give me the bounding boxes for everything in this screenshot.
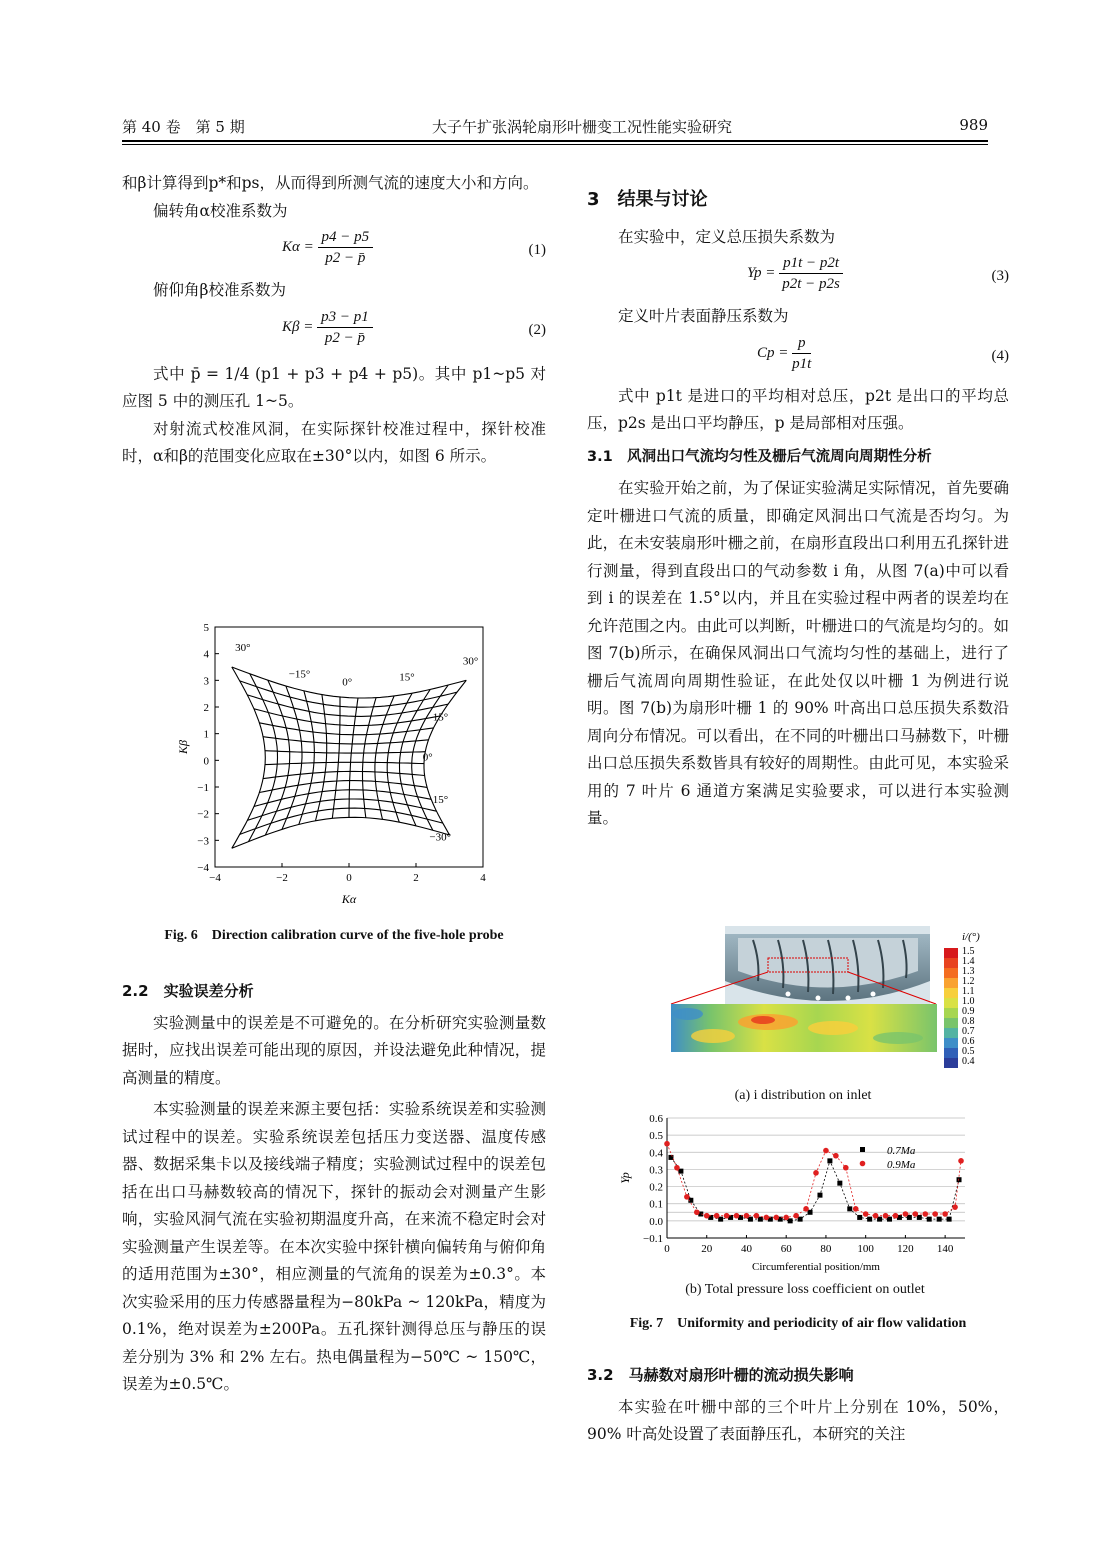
colorbar-tick-label: 1.4	[962, 956, 975, 967]
colorbar-tick-label: 1.0	[962, 996, 975, 1007]
chart-series	[664, 1141, 964, 1223]
data-point	[837, 1181, 842, 1186]
angle-annotation: 15°	[432, 794, 449, 806]
eq-lhs: Yp =	[747, 264, 776, 281]
data-point	[817, 1193, 822, 1198]
data-point	[952, 1204, 958, 1210]
data-point	[927, 1217, 932, 1222]
colorbar-tick-label: 0.4	[962, 1056, 975, 1067]
data-point	[867, 1217, 872, 1222]
x-tick-label: 140	[936, 1243, 954, 1255]
angle-annotation: 15°	[399, 671, 415, 684]
data-point	[957, 1177, 962, 1182]
x-tick-label: 0	[346, 872, 352, 884]
eq-lhs: Cp =	[757, 344, 789, 361]
denominator: p2 − p̄	[325, 250, 366, 266]
y-tick-label: 2	[203, 702, 209, 714]
equation-number: (3)	[991, 268, 1009, 284]
colorbar-tick-label: 0.8	[962, 1016, 975, 1027]
paragraph: 在实验中，定义总压损失系数为	[618, 227, 836, 246]
contour-field	[671, 1004, 937, 1052]
y-tick-label: 0.6	[649, 1113, 663, 1125]
legend-label: 0.7Ma	[887, 1145, 916, 1157]
paragraph: 式中 p̄ = 1/4 (p1 + p3 + p4 + p5)。其中 p1~p5 对应图 5 中的测压孔 1~5。	[122, 364, 546, 410]
data-point	[744, 1213, 750, 1219]
legend-marker	[860, 1161, 866, 1167]
equation-number: (2)	[528, 321, 546, 338]
colorbar	[944, 946, 975, 1068]
data-point	[668, 1155, 673, 1160]
x-tick-label: −2	[276, 872, 288, 884]
data-point	[863, 1211, 869, 1217]
data-point	[714, 1213, 720, 1219]
data-point	[937, 1217, 942, 1222]
equation-number: (4)	[991, 347, 1009, 364]
paragraph: 对射流式校准风洞，在实际探针校准过程中，探针校准时，α和β的范围变化应取在±30°以内，如图 6 所示。	[122, 419, 546, 465]
paragraph: 和β计算得到p*和ps，从而得到所测气流的速度大小和方向。	[122, 174, 539, 192]
colorbar-swatch	[944, 958, 958, 968]
data-point	[773, 1215, 779, 1221]
data-point	[684, 1194, 690, 1200]
paragraph: 俯仰角β校准系数为	[153, 281, 286, 299]
chart-legend	[860, 1145, 916, 1171]
colorbar-tick-label: 1.5	[962, 946, 975, 957]
data-point	[694, 1209, 700, 1215]
y-tick-label: 0.0	[649, 1215, 663, 1228]
header-rule	[122, 140, 988, 142]
x-tick-label: 0	[664, 1243, 670, 1255]
colorbar-tick-label: 1.1	[962, 986, 975, 997]
data-point	[913, 1211, 919, 1217]
data-point	[857, 1215, 862, 1220]
angle-annotation: 30°	[235, 642, 251, 654]
equation-3	[587, 251, 1009, 303]
x-tick-label: −4	[209, 872, 221, 884]
data-point	[754, 1213, 760, 1219]
fig6-caption: Fig. 6 Direction calibration curve of the five-hole probe	[164, 928, 504, 943]
legend-marker	[860, 1147, 865, 1152]
section-heading: 3.2 马赫数对扇形叶栅的流动损失影响	[587, 1366, 854, 1384]
paragraph: 实验测量中的误差是不可避免的。在分析研究实验测量数据时，应找出误差可能出现的原因，并设法避免此种情况，提高测量的精度。	[122, 1013, 546, 1087]
fraction	[779, 253, 843, 294]
right-column-lower	[587, 1356, 1009, 1449]
x-axis-label: Kα	[341, 892, 357, 906]
numerator: p4 − p5	[318, 227, 374, 248]
paragraph: 式中 p1t 是进口的平均相对总压，p2t 是出口的平均总压，p2s 是出口平均静压，p 是局部相对压强。	[587, 386, 1009, 432]
header-rule-thin	[122, 144, 988, 145]
data-point	[922, 1211, 928, 1217]
fig7a-caption: (a) i distribution on inlet	[734, 1088, 872, 1103]
data-point	[847, 1206, 852, 1211]
y-tick-label: 0.5	[649, 1130, 663, 1143]
colorbar-swatch	[944, 968, 958, 978]
legend-label: 0.9Ma	[887, 1159, 916, 1171]
x-tick-label: 4	[480, 872, 486, 884]
x-axis-label: Circumferential position/mm	[751, 1261, 881, 1273]
fig7b-caption: (b) Total pressure loss coefficient on outlet	[685, 1282, 925, 1297]
x-tick-label: 80	[820, 1243, 832, 1255]
y-tick-label: 0.1	[649, 1198, 663, 1211]
fig7a-inlet-distribution	[668, 926, 988, 1091]
angle-annotation: −15°	[288, 668, 311, 681]
journal-issue: 第 40 卷 第 5 期	[122, 118, 245, 136]
colorbar-swatch	[944, 978, 958, 988]
fig6-calibration-plot	[165, 615, 505, 910]
colorbar-swatch	[944, 988, 958, 998]
section-heading: 3 结果与讨论	[587, 189, 708, 210]
fraction	[317, 307, 373, 348]
paragraph: 定义叶片表面静压系数为	[618, 307, 789, 325]
angle-annotation: 15°	[432, 711, 449, 724]
data-point	[958, 1158, 964, 1164]
y-tick-label: −1	[197, 782, 209, 794]
data-point	[893, 1213, 899, 1219]
fraction	[792, 333, 811, 374]
data-point	[843, 1165, 849, 1171]
fraction	[318, 227, 374, 268]
chart-axes	[618, 1113, 965, 1273]
paragraph: 本实验在叶栅中部的三个叶片上分别在 10%，50%，90% 叶高处设置了表面静压孔，本研究的关注	[587, 1397, 1009, 1443]
y-tick-label: 3	[203, 675, 209, 688]
paragraph: 在实验开始之前，为了保证实验满足实际情况，首先要确定叶栅进口气流的质量，即确定风洞出口气流是否均匀。为此，在未安装扇形叶栅之前，在扇形直段出口利用五孔探针进行测量，得到直段出口的气动参数 i 角，从图 7(a)中可以看到 i 的误差在 1.5°以内，并且在实验过程中两者的误差均在允许范围之内。由此可以判断，叶栅进口的气流是均匀的。如图 7(b)所示，在确保风洞出口气流均匀性的基础上，进行了栅后气流周向周期性验证，在此处仅以叶栅 1 为例进行说明。图 7(b)为扇形叶栅 1 的 90% 叶高出口总压损失系数沿周向分布情况。可以看出，在不同的叶栅出口马赫数下，叶栅出口总压损失系数皆具有较好的周期性。由此可见，本实验采用的 7 叶片 6 通道方案满足实验要求，可以进行本实验测量。	[587, 479, 1009, 827]
grid-line-beta	[232, 817, 450, 848]
x-tick-label: 120	[897, 1243, 914, 1255]
angle-annotation: −30°	[429, 831, 452, 844]
numerator: p	[792, 333, 811, 354]
paragraph: 本实验测量的误差来源主要包括：实验系统误差和实验测试过程中的误差。实验系统误差包括压力变送器、温度传感器、数据采集卡以及接线端子精度；实验测试过程中的误差包括在出口马赫数较高的情况下，探针的振动会对测量产生影响，实验风洞气流在实验初期温度升高，在来流不稳定时会对实验测量产生误差等。在本次实验中探针横向偏转角与俯仰角的适用范围为±30°，相应测量的气流角的误差为±0.3°。本次实验采用的压力传感器量程为−80kPa ~ 120kPa，精度为 0.1%，绝对误差为±200Pa。五孔探针测得总压与静压的误差分别为 3% 和 2% 左右。热电偶量程为−50℃ ~ 150℃，误差为±0.5℃。	[122, 1100, 546, 1393]
x-tick-label: 40	[740, 1243, 752, 1255]
article-title: 大子午扩张涡轮扇形叶栅变工况性能实验研究	[431, 118, 732, 136]
colorbar-tick-label: 1.3	[962, 966, 975, 977]
y-tick-label: 4	[203, 648, 209, 661]
fig7b-loss-chart	[615, 1110, 975, 1280]
equation-4	[587, 331, 1009, 383]
y-tick-label: 0	[203, 755, 209, 768]
colorbar-swatch	[944, 1048, 958, 1058]
colorbar-tick-label: 0.9	[962, 1006, 975, 1017]
data-point	[932, 1211, 938, 1217]
angle-annotation: 0°	[342, 676, 353, 689]
data-point	[793, 1213, 799, 1219]
data-point	[853, 1206, 859, 1212]
equation-2	[122, 305, 546, 357]
y-tick-label: 5	[203, 622, 209, 634]
colorbar-swatch	[944, 998, 958, 1008]
page-number: 989	[959, 116, 988, 134]
denominator: p2t − p2s	[782, 276, 840, 292]
data-point	[734, 1213, 740, 1219]
data-point	[674, 1165, 680, 1171]
y-tick-label: 0.3	[649, 1164, 663, 1177]
colorbar-swatch	[944, 1028, 958, 1038]
data-point	[724, 1213, 730, 1219]
section-heading: 2.2 实验误差分析	[122, 982, 254, 1000]
data-point	[803, 1206, 809, 1212]
left-column-lower	[122, 972, 546, 1399]
equation-number: (1)	[528, 242, 546, 258]
data-point	[873, 1213, 879, 1219]
x-tick-label: 60	[780, 1243, 792, 1255]
running-header	[122, 116, 988, 138]
data-point	[942, 1211, 948, 1217]
y-axis-label: Yp	[618, 1172, 632, 1184]
y-tick-label: 0.4	[649, 1147, 663, 1160]
colorbar-tick-label: 0.5	[962, 1046, 975, 1057]
x-tick-label: 100	[857, 1243, 874, 1255]
numerator: p1t − p2t	[779, 253, 843, 274]
cascade-render	[671, 926, 936, 1004]
data-point	[883, 1213, 889, 1219]
y-tick-label: −2	[197, 808, 209, 821]
numerator: p3 − p1	[317, 307, 373, 328]
grid-line-alpha	[249, 674, 278, 842]
colorbar-tick-label: 1.2	[962, 976, 975, 987]
data-point	[833, 1153, 839, 1159]
colorbar-swatch	[944, 948, 958, 958]
data-point	[827, 1158, 832, 1163]
equation-1	[122, 225, 546, 277]
y-tick-label: 0.2	[649, 1181, 663, 1194]
colorbar-tick-label: 0.7	[962, 1026, 975, 1037]
data-point	[704, 1213, 710, 1219]
section-heading: 3.1 风洞出口气流均匀性及栅后气流周向周期性分析	[587, 448, 932, 465]
y-tick-label: 1	[203, 728, 209, 741]
colorbar-tick-label: 0.6	[962, 1036, 975, 1047]
data-point	[903, 1211, 909, 1217]
denominator: p1t	[792, 355, 812, 372]
y-tick-label: −3	[197, 835, 209, 848]
colorbar-swatch	[944, 1058, 958, 1068]
colorbar-swatch	[944, 1038, 958, 1048]
x-tick-label: 2	[413, 872, 419, 884]
data-point	[664, 1141, 670, 1147]
colorbar-title: i/(°)	[962, 931, 980, 943]
data-point	[823, 1148, 829, 1154]
x-tick-label: 20	[701, 1243, 713, 1255]
data-point	[764, 1215, 770, 1221]
data-point	[783, 1215, 789, 1221]
y-tick-label: −0.1	[643, 1233, 663, 1245]
colorbar-swatch	[944, 1008, 958, 1018]
grid-line-beta	[240, 808, 443, 834]
angle-annotation: 0°	[422, 751, 433, 764]
denominator: p2 − p̄	[324, 329, 365, 346]
eq-lhs: Kβ =	[282, 318, 314, 335]
data-point	[813, 1170, 819, 1176]
right-column	[587, 180, 1009, 833]
paragraph: 偏转角α校准系数为	[153, 201, 288, 220]
data-point	[947, 1217, 952, 1222]
series-line	[667, 1144, 961, 1218]
colorbar-swatch	[944, 1018, 958, 1028]
left-column	[122, 170, 546, 471]
y-tick-label: −4	[197, 862, 209, 874]
y-axis-label: Kβ	[176, 740, 190, 754]
fig7-caption: Fig. 7 Uniformity and periodicity of air flow validation	[629, 1316, 967, 1331]
angle-annotation: 30°	[462, 655, 479, 668]
chart-grid	[667, 1118, 965, 1238]
eq-lhs: Kα =	[282, 238, 314, 255]
fig6-axes	[176, 622, 486, 906]
